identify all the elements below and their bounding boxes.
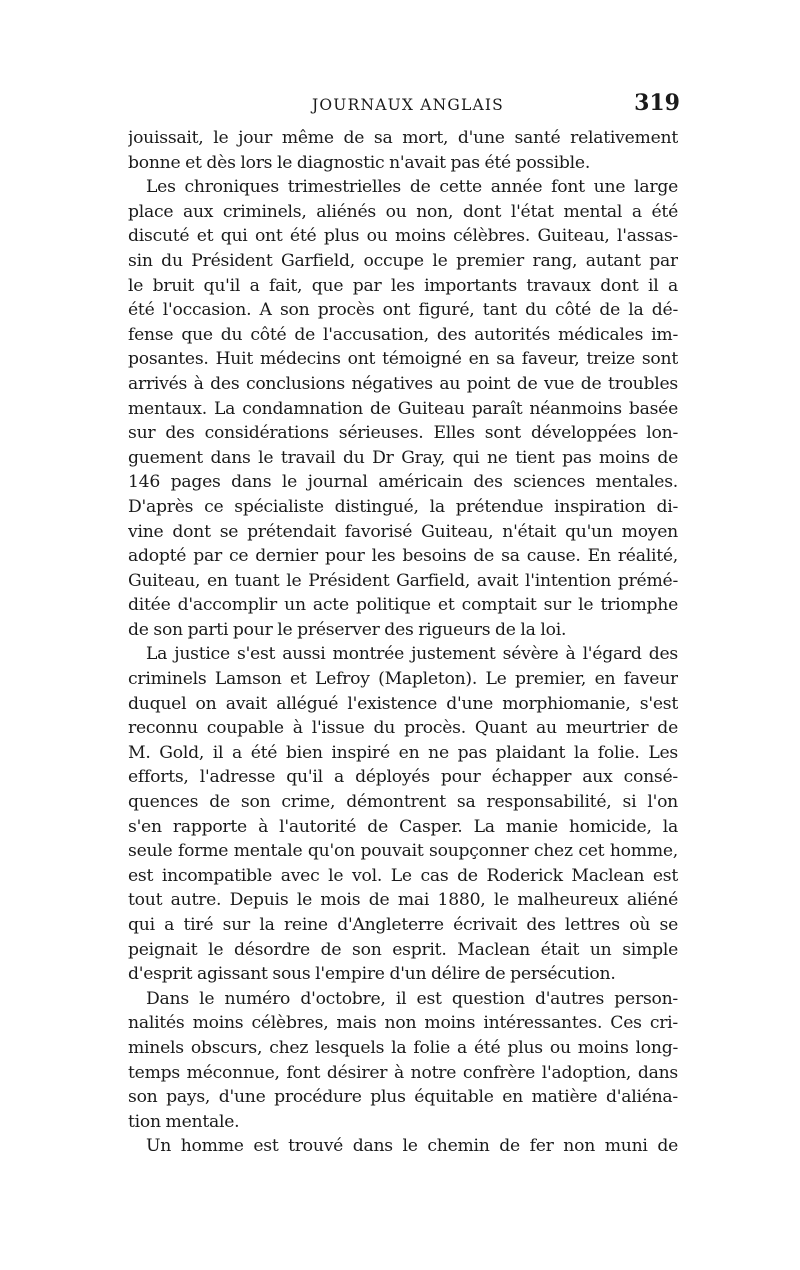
text-line: posantes. Huit médecins ont témoigné en sa faveur, treize sont [128, 349, 678, 370]
text-line: sur des considérations sérieuses. Elles sont développées lon- [128, 423, 678, 444]
page-header [128, 90, 688, 120]
text-line: 146 pages dans le journal américain des sciences mentales. [128, 472, 678, 493]
text-line: fense que du côté de l'accusation, des autorités médicales im- [128, 324, 678, 345]
text-line: est incompatible avec le vol. Le cas de Roderick Maclean est [128, 865, 678, 886]
body-text [128, 126, 678, 1159]
text-line: minels obscurs, chez lesquels la folie a été plus ou moins long- [128, 1037, 678, 1058]
text-line: Un homme est trouvé dans le chemin de fer non muni de [146, 1136, 678, 1157]
text-line: tion mentale. [128, 1111, 240, 1132]
text-line: criminels Lamson et Lefroy (Mapleton). Le premier, en faveur [128, 669, 678, 690]
text-line: Les chroniques trimestrielles de cette année font une large [146, 177, 678, 198]
text-line: s'en rapporte à l'autorité de Casper. La manie homicide, la [128, 816, 678, 837]
text-line: mentaux. La condamnation de Guiteau paraît néanmoins basée [128, 398, 678, 419]
text-line: place aux criminels, aliénés ou non, dont l'état mental a été [128, 201, 678, 222]
text-line: d'esprit agissant sous l'empire d'un délire de persécution. [128, 964, 616, 985]
text-line: Guiteau, en tuant le Président Garfield, avait l'intention prémé- [128, 570, 678, 591]
text-line: discuté et qui ont été plus ou moins célèbres. Guiteau, l'assas- [128, 226, 678, 247]
text-line: été l'occasion. A son procès ont figuré, tant du côté de la dé- [128, 300, 678, 321]
text-line: ditée d'accomplir un acte politique et comptait sur le triomphe [128, 595, 678, 616]
text-line: qui a tiré sur la reine d'Angleterre écrivait des lettres où se [128, 915, 678, 935]
running-head: JOURNAUX ANGLAIS [311, 96, 504, 114]
text-line: jouissait, le jour même de sa mort, d'une santé relativement [128, 128, 678, 148]
text-line: peignait le désordre de son esprit. Maclean était un simple [128, 939, 678, 960]
text-line: tout autre. Depuis le mois de mai 1880, le malheureux aliéné [128, 890, 678, 911]
text-line: bonne et dès lors le diagnostic n'avait pas été possible. [128, 152, 591, 173]
text-line: D'après ce spécialiste distingué, la prétendue inspiration di- [128, 496, 678, 517]
text-line: temps méconnue, font désirer à notre confrère l'adoption, dans [128, 1062, 678, 1083]
text-line: Dans le numéro d'octobre, il est question d'autres person- [146, 988, 678, 1009]
text-line: reconnu coupable à l'issue du procès. Quant au meurtrier de [128, 718, 678, 739]
text-line: le bruit qu'il a fait, que par les importants travaux dont il a [128, 275, 678, 296]
text-line: vine dont se prétendait favorisé Guiteau, n'était qu'un moyen [128, 521, 678, 542]
text-line: duquel on avait allégué l'existence d'une morphiomanie, s'est [128, 693, 678, 714]
text-line: sin du Président Garfield, occupe le premier rang, autant par [128, 250, 678, 271]
text-line: seule forme mentale qu'on pouvait soupçonner chez cet homme, [128, 841, 678, 862]
page-number: 319 [634, 90, 680, 116]
text-line: quences de son crime, démontrent sa responsabilité, si l'on [128, 792, 678, 813]
text-line: guement dans le travail du Dr Gray, qui ne tient pas moins de [128, 447, 678, 468]
text-line: M. Gold, il a été bien inspiré en ne pas plaidant la folie. Les [128, 742, 678, 763]
text-line: arrivés à des conclusions négatives au point de vue de troubles [128, 373, 678, 394]
text-line: son pays, d'une procédure plus équitable en matière d'aliéna- [128, 1087, 678, 1108]
text-line: de son parti pour le préserver des rigueurs de la loi. [128, 619, 567, 640]
text-line: La justice s'est aussi montrée justement sévère à l'égard des [146, 644, 678, 665]
text-line: adopté par ce dernier pour les besoins de sa cause. En réalité, [128, 546, 678, 567]
text-line: nalités moins célèbres, mais non moins intéressantes. Ces cri- [128, 1013, 678, 1034]
text-line: efforts, l'adresse qu'il a déployés pour échapper aux consé- [128, 767, 678, 788]
